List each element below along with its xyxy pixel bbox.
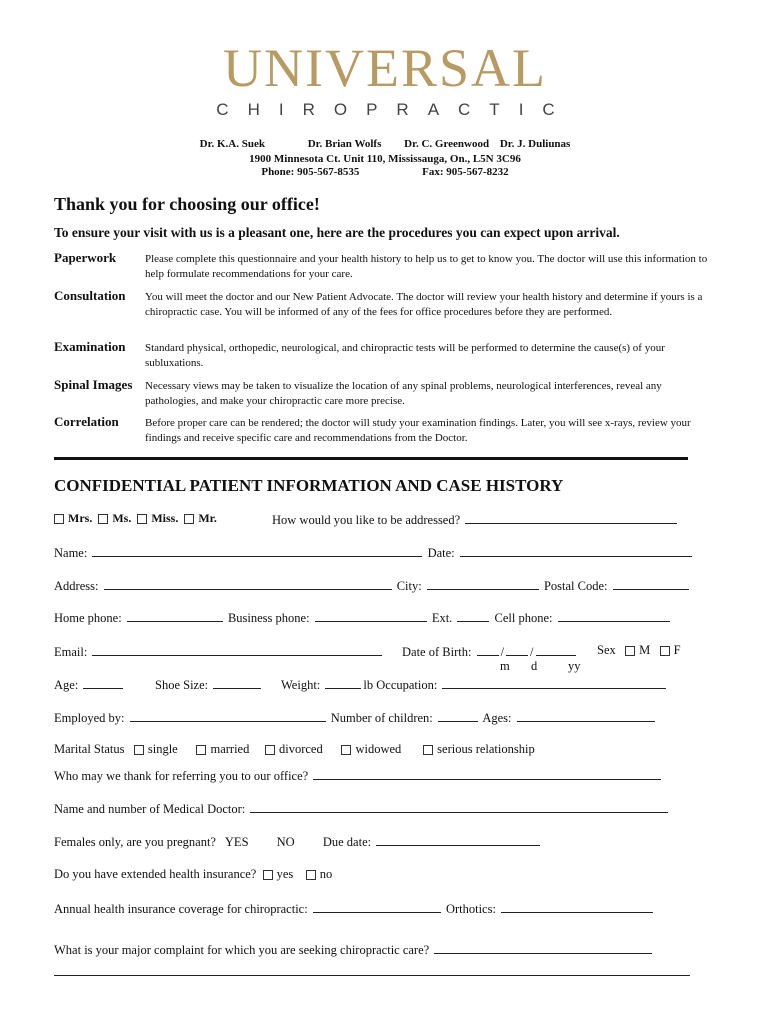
mr-checkbox[interactable] — [184, 514, 194, 524]
doctor-list — [0, 138, 770, 151]
marital-status-row — [54, 742, 535, 757]
addressed-label: How would you like to be addressed? — [272, 513, 461, 527]
date-label: Date: — [427, 546, 455, 560]
procedures-subtitle: To ensure your visit with us is a pleasant one, here are the procedures you can expect upon arrival. — [54, 225, 620, 240]
single-label: single — [147, 742, 178, 756]
city-field[interactable] — [427, 577, 539, 590]
mrs-checkbox[interactable] — [54, 514, 64, 524]
logo-subtitle: CHIROPRACTIC — [216, 100, 574, 119]
sex-f-checkbox[interactable] — [660, 646, 670, 656]
city-label: City: — [396, 579, 422, 593]
dob-label: Date of Birth: — [402, 645, 472, 659]
miss-checkbox[interactable] — [137, 514, 147, 524]
procedure-text-correlation: Before proper care can be rendered; the doctor will study your examination findings. Later, you will see x-rays, review your findings and receive specific care and recommendations from the Doctor. — [145, 417, 691, 444]
ages-field[interactable] — [517, 709, 655, 722]
procedure-label-spinal-images: Spinal Images — [54, 377, 133, 392]
widowed-label: widowed — [355, 742, 402, 756]
annual-coverage-label: Annual health insurance coverage for chiropractic: — [54, 902, 308, 916]
employed-field[interactable] — [130, 709, 326, 722]
doctor-name: Dr. C. Greenwood — [404, 138, 490, 150]
widowed-checkbox[interactable] — [341, 745, 351, 755]
title-options — [54, 511, 217, 526]
complaint-label: What is your major complaint for which you are seeking chiropractic care? — [54, 943, 430, 957]
business-phone-label: Business phone: — [227, 611, 310, 625]
pregnant-yes-option[interactable]: YES — [224, 835, 249, 849]
annual-coverage-field[interactable] — [313, 900, 441, 913]
sex-m-label: M — [639, 643, 651, 657]
extended-insurance-label: Do you have extended health insurance? — [54, 867, 257, 881]
ext-label: Ext. — [431, 611, 453, 625]
serious-relationship-label: serious relationship — [437, 742, 535, 756]
married-label: married — [210, 742, 250, 756]
due-date-label: Due date: — [322, 835, 372, 849]
divorced-label: divorced — [278, 742, 323, 756]
children-label: Number of children: — [330, 711, 433, 725]
address-field[interactable] — [104, 577, 392, 590]
medical-doctor-field[interactable] — [250, 800, 668, 813]
miss-label: Miss. — [151, 511, 179, 525]
doctor-name: Dr. J. Duliunas — [499, 138, 571, 150]
marital-label: Marital Status — [54, 742, 125, 756]
clinic-address: 1900 Minnesota Ct. Unit 110, Mississauga, On., L5N 3C96 — [249, 153, 521, 165]
procedure-text-spinal-images: Necessary views may be taken to visualize the location of any spinal problems, neurological interferences, reveal any pathologies, and make your chiropractic care more precise. — [145, 380, 662, 407]
procedure-text-paperwork: Please complete this questionnaire and your health history to help us to get to know you. The doctor will use this information to help formulate recommendations for your care. — [145, 253, 708, 280]
dob-month-field[interactable] — [477, 643, 499, 656]
sex-m-checkbox[interactable] — [625, 646, 635, 656]
dob-month-hint: m — [500, 659, 510, 673]
medical-doctor-label: Name and number of Medical Doctor: — [54, 802, 246, 816]
procedure-text-examination: Standard physical, orthopedic, neurological, and chiropractic tests will be performed to determine the cause(s) of your subluxations. — [145, 342, 665, 369]
clinic-contact — [0, 166, 770, 179]
pregnant-label: Females only, are you pregnant? — [54, 835, 216, 849]
employed-label: Employed by: — [54, 711, 125, 725]
procedure-label-correlation: Correlation — [54, 414, 119, 429]
weight-label: Weight: — [281, 678, 321, 692]
children-field[interactable] — [438, 709, 478, 722]
occupation-field[interactable] — [442, 676, 666, 689]
sex-label: Sex — [597, 643, 616, 657]
ext-field[interactable] — [457, 609, 489, 622]
email-label: Email: — [54, 645, 88, 659]
doctor-name: Dr. Brian Wolfs — [307, 138, 382, 150]
dob-day-field[interactable] — [506, 643, 528, 656]
dob-year-hint: yy — [568, 659, 581, 673]
complaint-continuation-field[interactable] — [54, 975, 690, 976]
age-field[interactable] — [83, 676, 123, 689]
logo-wordmark: UNIVERSAL — [223, 38, 547, 98]
insurance-yes-label: yes — [276, 867, 294, 881]
dob-day-hint: d — [531, 659, 538, 673]
orthotics-field[interactable] — [501, 900, 653, 913]
email-field[interactable] — [92, 643, 382, 656]
form-title: CONFIDENTIAL PATIENT INFORMATION AND CASE HISTORY — [54, 476, 564, 495]
insurance-no-label: no — [319, 867, 333, 881]
shoe-size-label: Shoe Size: — [155, 678, 209, 692]
orthotics-label: Orthotics: — [445, 902, 496, 916]
weight-field[interactable] — [325, 676, 361, 689]
ms-label: Ms. — [112, 511, 132, 525]
name-label: Name: — [54, 546, 88, 560]
clinic-phone: Phone: 905-567-8535 — [261, 166, 360, 178]
procedure-label-consultation: Consultation — [54, 288, 126, 303]
doctor-name: Dr. K.A. Suek — [199, 138, 265, 150]
postal-field[interactable] — [613, 577, 689, 590]
name-field[interactable] — [92, 544, 422, 557]
dob-year-field[interactable] — [536, 643, 576, 656]
business-phone-field[interactable] — [315, 609, 427, 622]
address-label: Address: — [54, 579, 99, 593]
weight-unit: lb — [363, 678, 374, 692]
pregnant-no-option[interactable]: NO — [276, 835, 295, 849]
addressed-field[interactable] — [465, 511, 677, 524]
mrs-label: Mrs. — [68, 511, 93, 525]
shoe-size-field[interactable] — [213, 676, 261, 689]
serious-relationship-checkbox[interactable] — [423, 745, 433, 755]
procedure-label-paperwork: Paperwork — [54, 250, 117, 265]
ages-label: Ages: — [482, 711, 512, 725]
complaint-field[interactable] — [434, 941, 652, 954]
procedure-label-examination: Examination — [54, 339, 126, 354]
thanks-heading: Thank you for choosing our office! — [54, 194, 320, 214]
age-label: Age: — [54, 678, 79, 692]
home-phone-label: Home phone: — [54, 611, 122, 625]
referring-field[interactable] — [313, 767, 661, 780]
married-checkbox[interactable] — [196, 745, 206, 755]
referring-label: Who may we thank for referring you to our office? — [54, 769, 309, 783]
mr-label: Mr. — [198, 511, 217, 525]
cell-phone-field[interactable] — [558, 609, 670, 622]
insurance-no-checkbox[interactable] — [306, 870, 316, 880]
procedure-text-consultation: You will meet the doctor and our New Patient Advocate. The doctor will review your health history and determine if yours is a chiropractic case. You will be informed of any of the fees for office procedures before they are performed. — [145, 291, 703, 318]
divorced-checkbox[interactable] — [265, 745, 275, 755]
ms-checkbox[interactable] — [98, 514, 108, 524]
cell-phone-label: Cell phone: — [494, 611, 553, 625]
section-divider — [54, 457, 688, 460]
insurance-yes-checkbox[interactable] — [263, 870, 273, 880]
date-field[interactable] — [460, 544, 692, 557]
occupation-label: Occupation: — [376, 678, 438, 692]
due-date-field[interactable] — [376, 833, 540, 846]
sex-f-label: F — [673, 643, 681, 657]
clinic-fax: Fax: 905-567-8232 — [422, 166, 509, 178]
home-phone-field[interactable] — [127, 609, 223, 622]
single-checkbox[interactable] — [134, 745, 144, 755]
postal-label: Postal Code: — [543, 579, 608, 593]
